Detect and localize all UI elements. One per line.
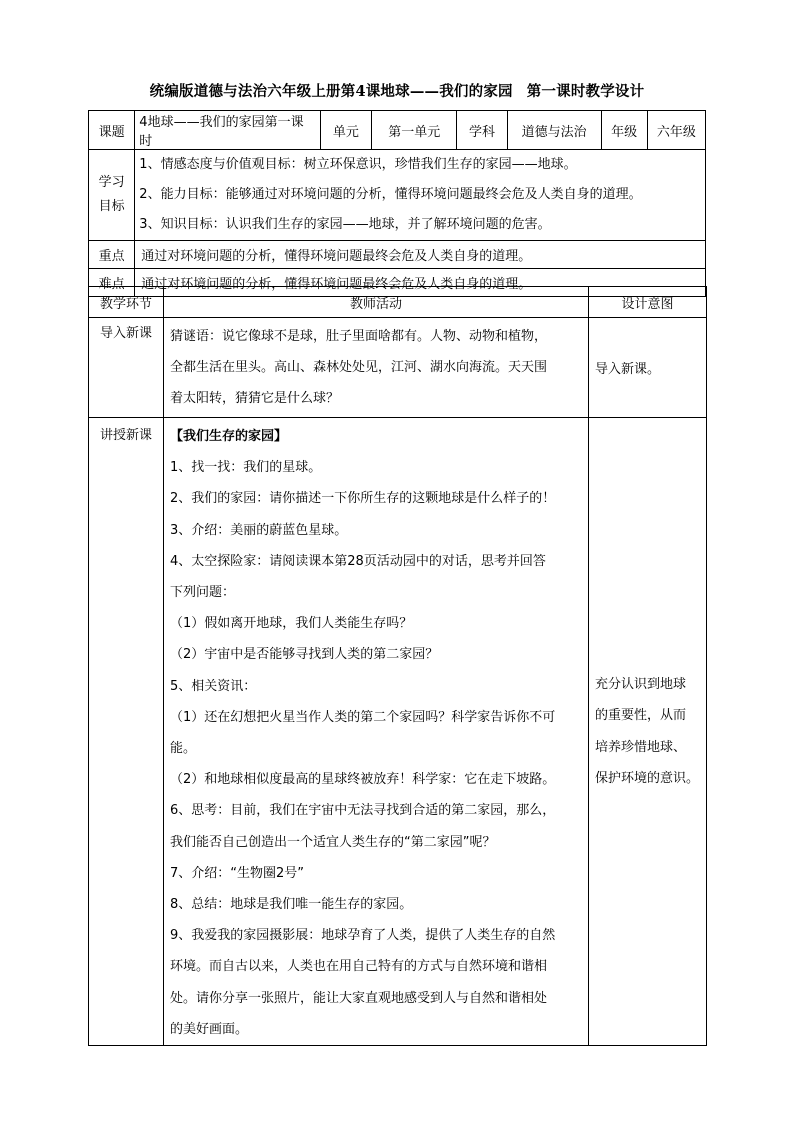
header-purpose: 设计意图	[589, 287, 707, 318]
activity-line: （1）假如离开地球，我们人类能生存吗？	[170, 616, 413, 632]
new-lesson-stage: 讲授新课	[89, 418, 164, 1046]
lesson-info-table	[88, 110, 706, 297]
activity-line: 1、找一找：我们的星球。	[170, 460, 322, 476]
activity-line: 4、太空探险家：请阅读课本第28页活动园中的对话，思考并回答	[170, 553, 546, 569]
goal-item: 3、知识目标：认识我们生存的家园——地球，并了解环境问题的危害。	[139, 217, 551, 232]
topic-label: 课题	[89, 111, 135, 150]
unit-label: 单元	[320, 111, 372, 150]
activity-line: 着太阳转，猜猜它是什么球？	[170, 391, 340, 407]
activity-line: 全都生活在里头。高山、森林处处见，江河、湖水向海流。天天围	[170, 359, 548, 375]
goals-label	[89, 150, 135, 241]
topic-value: 4地球——我们的家园第一课时	[135, 111, 320, 150]
header-activity: 教师活动	[164, 287, 589, 318]
new-lesson-row	[89, 418, 707, 1046]
goals-content	[135, 150, 706, 241]
activity-line: 6、思考：目前，我们在宇宙中无法寻找到合适的第二家园，那么，	[170, 803, 556, 819]
goals-label-line-2: 目标	[98, 199, 125, 214]
activity-line: 3、介绍：美丽的蔚蓝色星球。	[170, 522, 348, 538]
activity-line: （2）宇宙中是否能够寻找到人类的第二家园？	[170, 647, 439, 663]
purpose-line: 充分认识到地球	[595, 676, 687, 692]
grade-value: 六年级	[647, 111, 705, 150]
activity-line: （1）还在幻想把火星当作人类的第二个家园吗？科学家告诉你不可	[170, 709, 556, 725]
purpose-line: 培养珍惜地球、	[595, 739, 687, 755]
title-sub: 第一课时教学设计	[526, 83, 645, 100]
subject-value: 道德与法治	[507, 111, 601, 150]
purpose-line: 的重要性，从而	[595, 708, 687, 724]
activity-line: 环境。而自古以来，人类也在用自己特有的方式与自然环境和谐相	[170, 959, 548, 975]
grade-label: 年级	[601, 111, 647, 150]
activity-line: 5、相关资讯：	[170, 678, 257, 694]
intro-purpose: 导入新课。	[589, 318, 707, 418]
goals-row	[89, 150, 706, 241]
activity-line: 7、介绍：“生物圈2号”	[170, 865, 305, 881]
key-point-value: 通过对环境问题的分析，懂得环境问题最终会危及人类自身的道理。	[135, 241, 706, 269]
activity-line: 8、总结：地球是我们唯一能生存的家园。	[170, 897, 413, 913]
difficulty-value: 通过对环境问题的分析，懂得环境问题最终会危及人类自身的道理。	[135, 269, 706, 297]
header-stage: 教学环节	[89, 287, 164, 318]
intro-activity	[164, 318, 589, 418]
topic-row	[89, 111, 706, 150]
key-point-row	[89, 241, 706, 269]
subject-label: 学科	[457, 111, 508, 150]
unit-value: 第一单元	[372, 111, 457, 150]
new-lesson-activity	[164, 418, 589, 1046]
intro-row	[89, 318, 707, 418]
activity-line: （2）和地球相似度最高的星球终被放弃！科学家：它在走下坡路。	[170, 772, 556, 788]
activity-line: 下列问题：	[170, 585, 236, 601]
title-main: 统编版道德与法治六年级上册第4课地球——我们的家园	[149, 83, 513, 100]
key-point-label: 重点	[89, 241, 135, 269]
process-header-row	[89, 287, 707, 318]
purpose-line: 保护环境的意识。	[595, 770, 700, 786]
activity-line: 我们能否自己创造出一个适宜人类生存的“第二家园”呢？	[170, 834, 496, 850]
difficulty-label: 难点	[89, 269, 135, 297]
activity-line: 能。	[170, 741, 197, 757]
activity-line: 9、我爱我的家园摄影展：地球孕育了人类，提供了人类生存的自然	[170, 928, 556, 944]
goal-item: 2、能力目标：能够通过对环境问题的分析，懂得环境问题最终会危及人类自身的道理。	[139, 187, 642, 202]
intro-stage: 导入新课	[89, 318, 164, 418]
goals-label-line-1: 学习	[98, 175, 125, 190]
activity-line: 猜谜语：说它像球不是球，肚子里面啥都有。人物、动物和植物，	[170, 328, 548, 344]
activity-line: 处。请你分享一张照片，能让大家直观地感受到人与自然和谐相处	[170, 990, 548, 1006]
activity-line: 的美好画面。	[170, 1021, 249, 1037]
teaching-process-table	[88, 286, 707, 1046]
goal-item: 1、情感态度与价值观目标：树立环保意识，珍惜我们生存的家园——地球。	[139, 157, 577, 172]
document-title	[88, 80, 706, 101]
new-lesson-purpose	[589, 418, 707, 1046]
activity-line: 2、我们的家园：请你描述一下你所生存的这颗地球是什么样子的！	[170, 491, 556, 507]
section-heading: 【我们生存的家园】	[170, 429, 288, 444]
